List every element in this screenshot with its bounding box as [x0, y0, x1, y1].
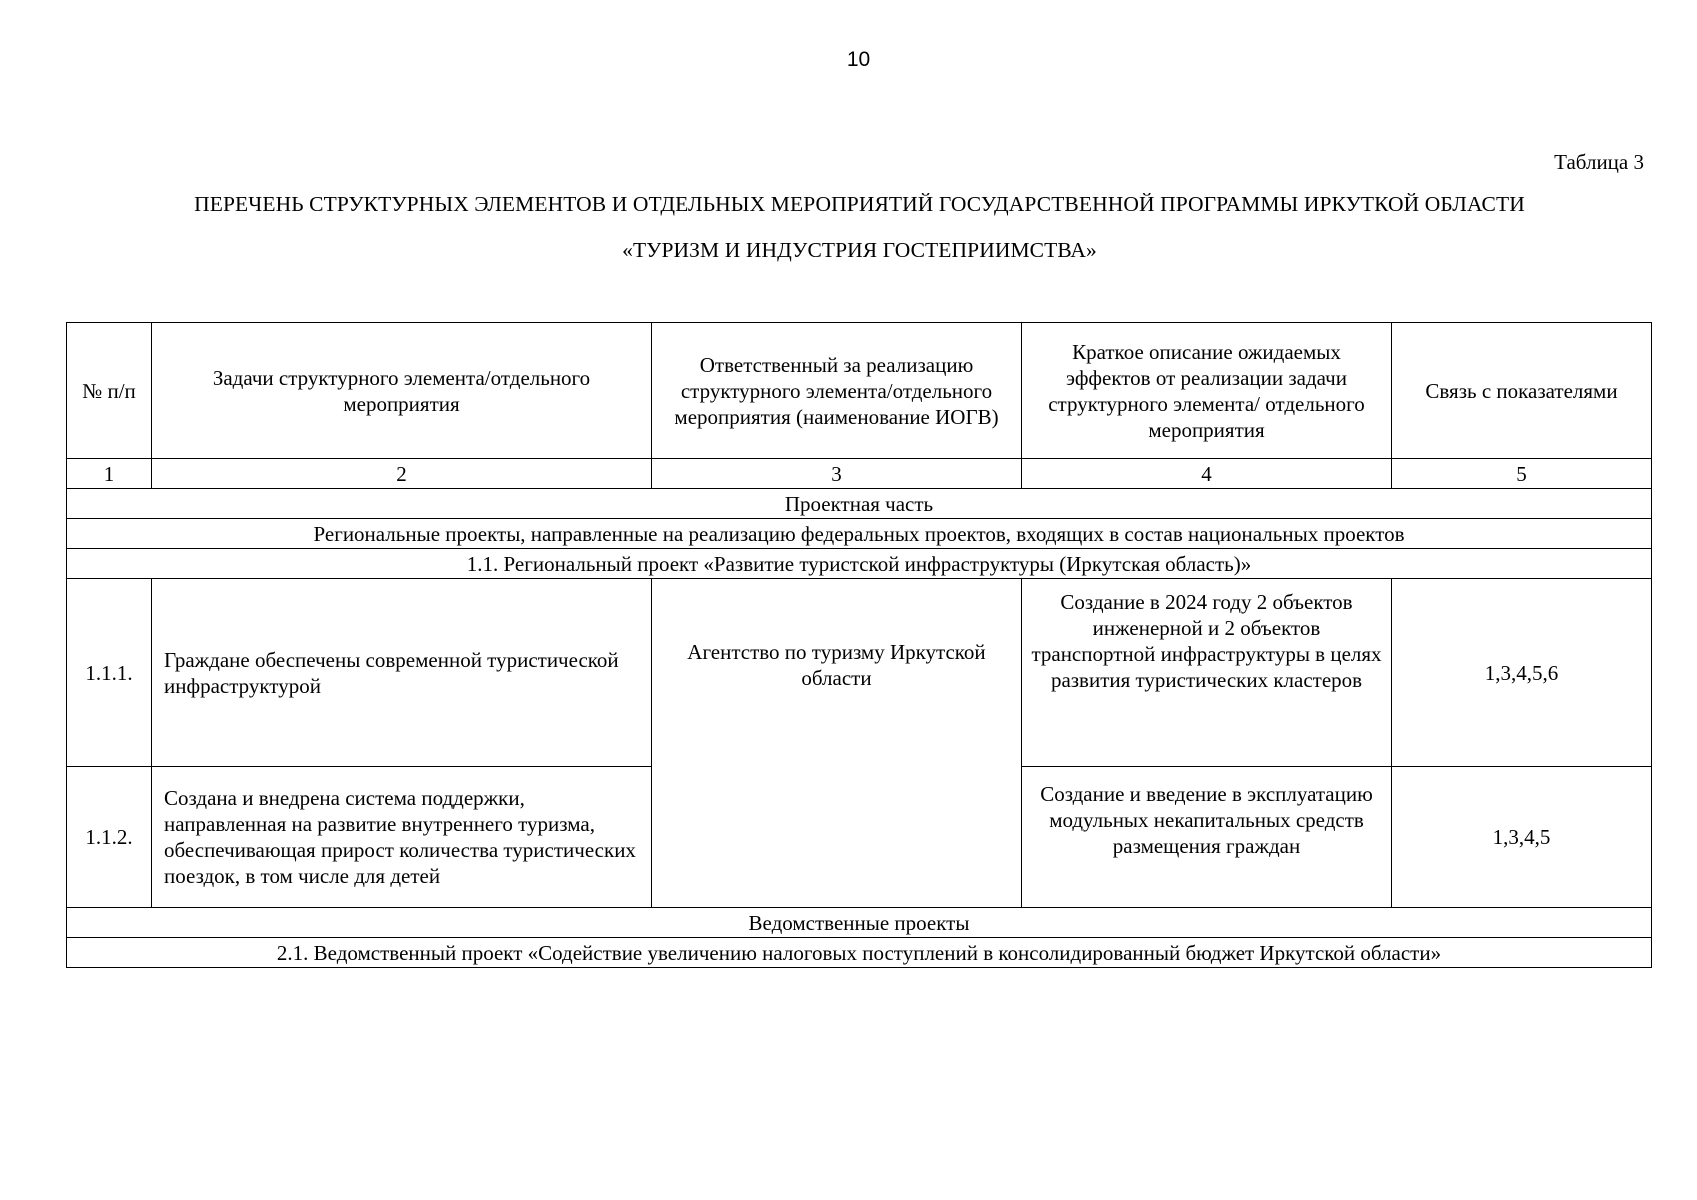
column-number: 5 [1392, 459, 1652, 489]
row-number: 1.1.1. [67, 579, 152, 767]
table-header-row [67, 323, 1652, 459]
section-row [67, 519, 1652, 549]
row-number: 1.1.2. [67, 767, 152, 908]
section-project-part: Проектная часть [67, 489, 1652, 519]
header-tasks: Задачи структурного элемента/отдельного мероприятия [152, 323, 652, 459]
table-row [67, 579, 1652, 767]
row-effect: Создание и введение в эксплуатацию модульных некапитальных средств размещения граждан [1022, 767, 1392, 908]
section-departmental-projects: Ведомственные проекты [67, 908, 1652, 938]
row-effect: Создание в 2024 году 2 объектов инженерной и 2 объектов транспортной инфраструктуры в целях развития туристических кластеров [1022, 579, 1392, 767]
column-number: 4 [1022, 459, 1392, 489]
section-row [67, 489, 1652, 519]
column-number: 1 [67, 459, 152, 489]
table-label: Таблица 3 [1554, 150, 1644, 174]
section-departmental-project-2-1: 2.1. Ведомственный проект «Содействие увеличению налоговых поступлений в консолидированный бюджет Иркутской области» [67, 938, 1652, 968]
column-number: 3 [652, 459, 1022, 489]
header-number: № п/п [67, 323, 152, 459]
column-number-row [67, 459, 1652, 489]
header-indicators: Связь с показателями [1392, 323, 1652, 459]
row-responsible: Агентство по туризму Иркутской области [652, 579, 1022, 908]
column-number: 2 [152, 459, 652, 489]
section-regional-projects: Региональные проекты, направленные на реализацию федеральных проектов, входящих в состав национальных проектов [67, 519, 1652, 549]
row-indicators: 1,3,4,5 [1392, 767, 1652, 908]
section-row [67, 938, 1652, 968]
document-title-line-2: «ТУРИЗМ И ИНДУСТРИЯ ГОСТЕПРИИМСТВА» [622, 238, 1097, 262]
section-regional-project-1-1: 1.1. Региональный проект «Развитие туристской инфраструктуры (Иркутская область)» [67, 549, 1652, 579]
header-effects: Краткое описание ожидаемых эффектов от реализации задачи структурного элемента/ отдельного мероприятия [1022, 323, 1392, 459]
document-title-line-1: ПЕРЕЧЕНЬ СТРУКТУРНЫХ ЭЛЕМЕНТОВ И ОТДЕЛЬНЫХ МЕРОПРИЯТИЙ ГОСУДАРСТВЕННОЙ ПРОГРАММЫ ИРКУТКОЙ ОБЛАСТИ [194, 192, 1525, 216]
page-number: 10 [846, 48, 871, 71]
section-row [67, 908, 1652, 938]
header-responsible: Ответственный за реализацию структурного элемента/отдельного мероприятия (наименование ИОГВ) [652, 323, 1022, 459]
section-row [67, 549, 1652, 579]
row-task: Создана и внедрена система поддержки, направленная на развитие внутреннего туризма, обеспечивающая прирост количества туристических поездок, в том числе для детей [152, 767, 652, 908]
structural-elements-table [66, 322, 1652, 968]
row-indicators: 1,3,4,5,6 [1392, 579, 1652, 767]
row-task: Граждане обеспечены современной туристической инфраструктурой [152, 579, 652, 767]
